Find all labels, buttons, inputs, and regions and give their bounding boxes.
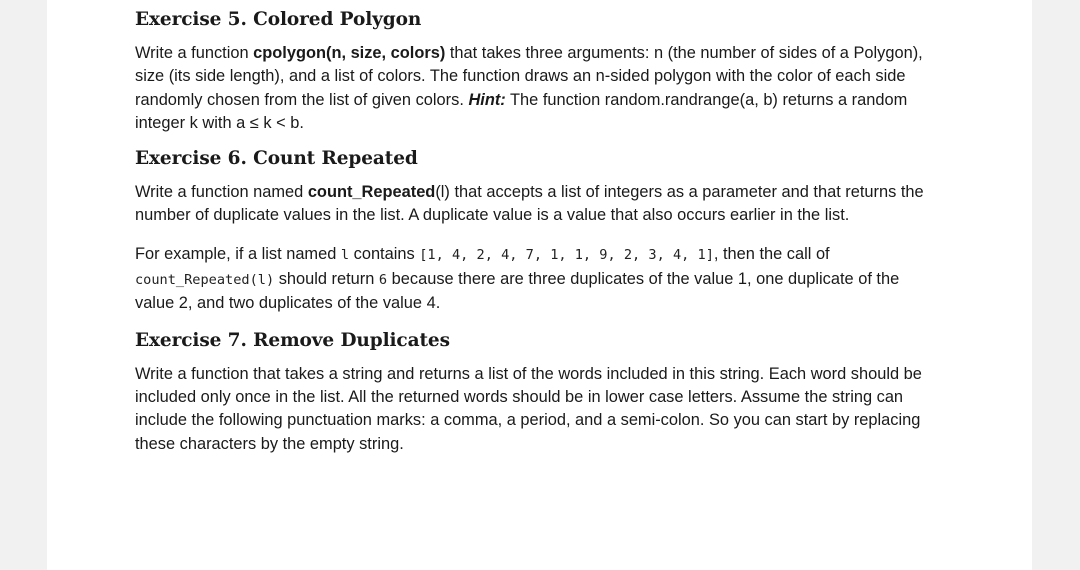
code-call: count_Repeated(l) xyxy=(135,271,275,288)
text-span: Write a function named xyxy=(135,182,308,201)
exercise-5-title: Exercise 5. Colored Polygon xyxy=(135,9,422,30)
code-result: 6 xyxy=(378,271,388,288)
exercise-6-example xyxy=(135,243,935,315)
document-page xyxy=(47,0,1032,570)
text-span: that takes three arguments: n (the number of sides of a Polygon), size (its side length), and a list of colors. The function draws an n-sided polygon with the color of each side randomly chosen from the list of given colors. xyxy=(135,44,923,109)
exercise-7-description: Write a function that takes a string and returns a list of the words included in this string. Each word should be included only once in the list. All the returned words should be in lower case letters. Assume the string can include the following punctuation marks: a comma, a period, and a semi-colon. So you can start by replacing these characters by the empty string. xyxy=(135,364,922,453)
exercise-7-title: Exercise 7. Remove Duplicates xyxy=(135,329,450,351)
code-list: [1, 4, 2, 4, 7, 1, 1, 9, 2, 3, 4, 1] xyxy=(419,247,714,264)
text-span: The function random.randrange(a, b) returns a random integer k with a ≤ k < b. xyxy=(135,90,908,133)
text-span: (l) that accepts a list of integers as a parameter and that returns the number of duplicate values in the list. A duplicate value is a value that also occurs earlier in the list. xyxy=(135,182,924,225)
text-span: because there are three duplicates of the value 1, one duplicate of the value 2, and two duplicates of the value 4. xyxy=(135,269,900,313)
text-span: Write a function xyxy=(135,44,254,62)
function-signature: cpolygon(n, size, colors) xyxy=(253,44,446,62)
code-variable: l xyxy=(340,247,350,264)
text-span: , then the call of xyxy=(713,245,830,264)
exercise-6-description xyxy=(135,181,935,228)
exercise-6-title: Exercise 6. Count Repeated xyxy=(135,147,418,169)
text-span: should return xyxy=(274,269,379,288)
function-name: count_Repeated xyxy=(307,182,436,201)
text-span: For example, if a list named xyxy=(135,245,341,264)
exercise-5-description xyxy=(135,42,935,136)
hint-label: Hint: xyxy=(468,90,506,109)
document-content xyxy=(135,7,935,456)
text-span: contains xyxy=(349,245,420,264)
